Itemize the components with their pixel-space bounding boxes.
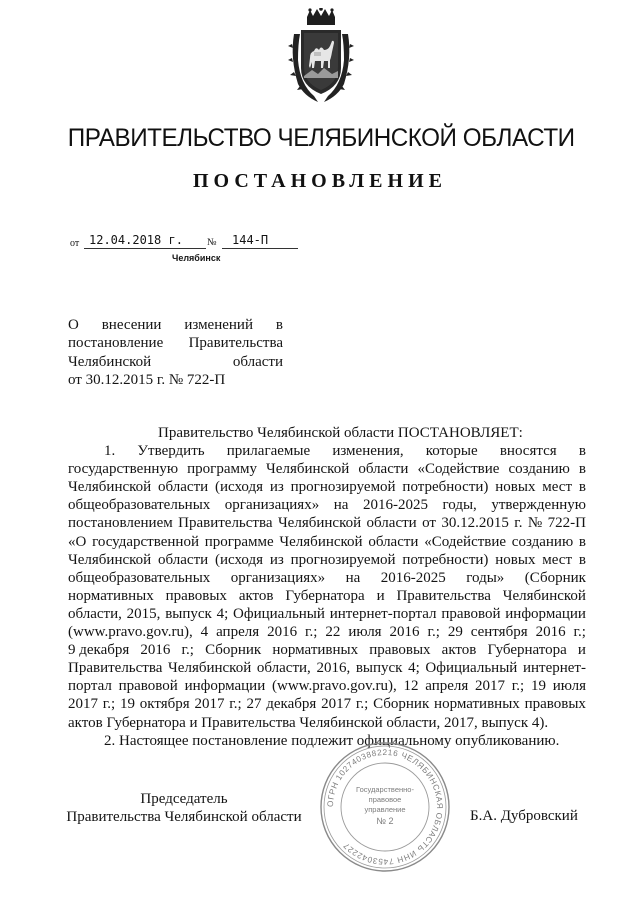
- body-word: 19: [119, 696, 135, 713]
- body-word: Челябинской: [68, 479, 152, 496]
- body-word: 2016: [140, 642, 171, 659]
- subject-word: Челябинской: [68, 353, 152, 370]
- body-word: программе: [204, 533, 274, 550]
- body-word: потребности): [402, 479, 489, 496]
- body-word: постановлением: [68, 515, 173, 532]
- subject-word: постановление: [68, 335, 164, 352]
- body-word: Официальный: [425, 660, 518, 677]
- body-word: в: [578, 443, 586, 460]
- body-word: мест: [542, 479, 573, 496]
- body-word: 2017: [68, 696, 98, 713]
- body-word: мест: [542, 551, 573, 568]
- body-word: 12: [403, 678, 419, 695]
- body-word: правовых: [524, 696, 586, 713]
- body-word: 722-П: [547, 515, 586, 532]
- body-line: [68, 551, 586, 569]
- body-word: интернет-: [522, 660, 586, 677]
- body-line: [68, 460, 586, 478]
- body-word: правовых: [369, 642, 431, 659]
- body-word: Правительства: [68, 660, 163, 677]
- body-line: [68, 514, 586, 532]
- body-word: декабря: [266, 696, 317, 713]
- city-name: Челябинск: [172, 253, 221, 263]
- body-word: нормативных: [68, 587, 154, 604]
- body-word: и: [376, 587, 385, 604]
- body-word: в: [578, 461, 586, 478]
- body-word: (Сборник: [524, 569, 586, 586]
- body-line: [68, 695, 586, 713]
- body-word: программу: [187, 461, 257, 478]
- body-word: Губернатора: [285, 587, 365, 604]
- number-underline: [222, 248, 298, 249]
- body-word: на: [333, 497, 349, 514]
- subject-line: [68, 316, 283, 334]
- body-word: выпуск: [355, 660, 403, 677]
- signer-role: [62, 790, 306, 826]
- number-value: 144-П: [232, 233, 269, 247]
- body-word: 27: [246, 696, 262, 713]
- body-word: общеобразовательных: [68, 497, 211, 514]
- subject-word: в: [275, 317, 283, 333]
- body-word: 2. Настоящее постановление подлежит официальному опубликованию.: [104, 732, 560, 749]
- body-word: 2017: [194, 696, 225, 713]
- body-word: области: [158, 551, 209, 568]
- body-word: области,: [256, 660, 311, 677]
- body-word: выпуск: [165, 605, 212, 622]
- body-word: 30.12.2015: [441, 515, 509, 532]
- body-word: нормативных: [272, 642, 359, 659]
- body-word: г.;: [102, 696, 116, 713]
- body-word: годы,: [442, 497, 477, 514]
- subject-line: [68, 334, 283, 352]
- subject-word: О: [68, 317, 79, 333]
- body-word: созданию: [508, 461, 570, 478]
- body-word: Утвердить: [137, 443, 205, 460]
- body-word: г.;: [573, 624, 586, 641]
- body-word: из: [269, 479, 284, 496]
- body-word: изменения,: [332, 443, 404, 460]
- body-word: «О: [68, 533, 87, 550]
- body-line: [68, 569, 586, 587]
- body-word: актов: [238, 587, 274, 604]
- date-value: 12.04.2018 г.: [89, 233, 183, 247]
- body-word: области: [368, 533, 419, 550]
- body-line: [68, 659, 586, 677]
- stamp-center-line-1: Государственно-: [356, 785, 414, 794]
- body-word: сентября: [470, 624, 528, 641]
- body-word: 1.: [104, 443, 116, 460]
- body-word: 29: [447, 624, 463, 641]
- body-word: Правительство Челябинской области ПОСТАНОВЛЯЕТ:: [158, 425, 523, 441]
- body-word: «Содействие: [417, 461, 500, 478]
- stamp-center-line-3: управление: [364, 805, 406, 814]
- body-word: которые: [425, 443, 478, 460]
- body-word: г.;: [427, 624, 440, 641]
- body-word: Правительства: [396, 587, 491, 604]
- body-word: прилагаемые: [226, 443, 311, 460]
- body-word: общеобразовательных: [68, 569, 211, 586]
- body-word: г.;: [511, 678, 525, 695]
- official-seal-stamp: [318, 740, 452, 874]
- body-word: вносятся: [499, 443, 557, 460]
- body-word: 19: [530, 678, 546, 695]
- body-word: утвержденную: [491, 497, 586, 514]
- body-line: [68, 641, 586, 659]
- date-underline: [84, 248, 206, 249]
- body-word: 4;: [408, 660, 420, 677]
- body-word: 2016: [535, 624, 566, 641]
- body-word: области: [366, 515, 417, 532]
- signer-role-line-1: Председатель: [140, 791, 228, 807]
- body-word: «Содействие: [424, 533, 507, 550]
- body-word: Челябинской: [502, 587, 586, 604]
- body-word: нормативных: [434, 696, 520, 713]
- body-word: информации: [505, 605, 586, 622]
- body-word: Сборник: [373, 696, 430, 713]
- body-word: правовой: [118, 678, 178, 695]
- body-word: прогнозируемой: [290, 551, 396, 568]
- stamp-ring-text: ОГРН 1027403882216 ЧЕЛЯБИНСКАЯ ОБЛАСТЬ ИНН 7453042227: [325, 747, 445, 867]
- body-line: [68, 714, 586, 732]
- body-word: созданию: [511, 533, 574, 550]
- body-line: [68, 496, 586, 514]
- body-word: прогнозируемой: [290, 479, 396, 496]
- body-word: (исходя: [215, 479, 264, 496]
- body-word: правовых: [165, 587, 227, 604]
- body-line: [68, 677, 586, 695]
- document-type-title: ПОСТАНОВЛЕНИЕ: [193, 170, 447, 192]
- body-line: [68, 587, 586, 605]
- body-word: Челябинской: [168, 660, 252, 677]
- body-word: 2016: [389, 624, 420, 641]
- body-word: актов: [441, 642, 477, 659]
- body-word: области,: [68, 605, 122, 622]
- subject-word: изменений: [184, 317, 253, 333]
- body-word: области: [158, 479, 209, 496]
- stamp-center-line-4: № 2: [376, 816, 394, 826]
- body-word: (www.pravo.gov.ru),: [272, 678, 397, 695]
- body-word: области: [358, 461, 409, 478]
- body-word: государственную: [68, 461, 179, 478]
- body-word: г.;: [181, 642, 194, 659]
- subject-word: внесении: [101, 317, 162, 333]
- body-word: 9 декабря: [68, 642, 130, 659]
- body-line: [68, 424, 586, 442]
- body-word: 2016-2025: [362, 497, 428, 514]
- body-word: 2016: [267, 624, 298, 641]
- signer-role-line-2: Правительства Челябинской области: [66, 809, 302, 825]
- body-word: годы»: [466, 569, 505, 586]
- body-line: [68, 442, 586, 460]
- body-word: (исходя: [215, 551, 264, 568]
- body-word: 2017: [475, 678, 506, 695]
- body-word: 2016,: [316, 660, 351, 677]
- body-word: от: [422, 515, 436, 532]
- body-word: №: [527, 515, 543, 532]
- body-word: (www.pravo.gov.ru),: [68, 624, 193, 641]
- body-word: государственной: [92, 533, 199, 550]
- date-label-text: от: [70, 238, 80, 249]
- body-word: интернет-портал: [329, 605, 437, 622]
- body-word: и: [577, 642, 586, 659]
- body-word: в: [578, 533, 586, 550]
- subject-line: [68, 371, 283, 389]
- body-word: информации: [184, 678, 266, 695]
- body-word: Сборник: [205, 642, 262, 659]
- body-word: 2015,: [126, 605, 161, 622]
- signer-name: Б.А. Дубровский: [470, 808, 578, 824]
- body-line: [68, 533, 586, 551]
- body-word: новых: [495, 551, 536, 568]
- body-word: г.: [514, 515, 523, 532]
- subject-word: Правительства: [188, 335, 283, 352]
- body-word: на: [345, 569, 361, 586]
- body-word: портал: [68, 678, 112, 695]
- body-word: Челябинской: [266, 461, 350, 478]
- document-body: [68, 424, 586, 750]
- body-word: новых: [495, 479, 536, 496]
- body-word: в: [578, 551, 586, 568]
- subject-line: [68, 353, 283, 371]
- body-word: 4: [200, 624, 209, 641]
- body-word: г.;: [355, 696, 369, 713]
- number-label-text: №: [207, 237, 217, 248]
- body-word: октября: [139, 696, 190, 713]
- body-word: г.;: [229, 696, 242, 713]
- subject-word: от 30.12.2015 г. № 722-П: [68, 371, 226, 388]
- body-line: [68, 478, 586, 496]
- body-word: потребности): [402, 551, 489, 568]
- subject-word: области: [232, 353, 283, 370]
- body-word: в: [578, 479, 586, 496]
- body-word: из: [269, 551, 284, 568]
- body-word: Официальный: [233, 605, 325, 622]
- body-word: 2017: [321, 696, 352, 713]
- body-word: Правительства: [178, 515, 273, 532]
- body-line: [68, 623, 586, 641]
- body-word: 22: [325, 624, 341, 641]
- body-word: организациях»: [230, 569, 326, 586]
- body-word: июля: [348, 624, 382, 641]
- body-word: 2016-2025: [380, 569, 446, 586]
- body-word: апреля: [425, 678, 469, 695]
- government-title: ПРАВИТЕЛЬСТВО ЧЕЛЯБИНСКОЙ ОБЛАСТИ: [67, 124, 575, 152]
- body-word: Губернатора: [487, 642, 567, 659]
- body-word: г.;: [305, 624, 318, 641]
- body-word: апреля: [216, 624, 260, 641]
- body-word: организациях»: [224, 497, 320, 514]
- body-word: Челябинской: [277, 515, 362, 532]
- stamp-center-line-2: правовое: [368, 795, 402, 804]
- body-line: [68, 605, 586, 623]
- body-word: Челябинской: [279, 533, 363, 550]
- body-word: июля: [552, 678, 586, 695]
- document-subject: [68, 316, 283, 389]
- body-word: Челябинской: [68, 551, 152, 568]
- coat-of-arms-emblem: [288, 8, 354, 106]
- body-word: актов Губернатора и Правительства Челябинской области, 2017, выпуск 4).: [68, 714, 549, 731]
- body-word: 4;: [216, 605, 229, 622]
- body-word: правовой: [441, 605, 501, 622]
